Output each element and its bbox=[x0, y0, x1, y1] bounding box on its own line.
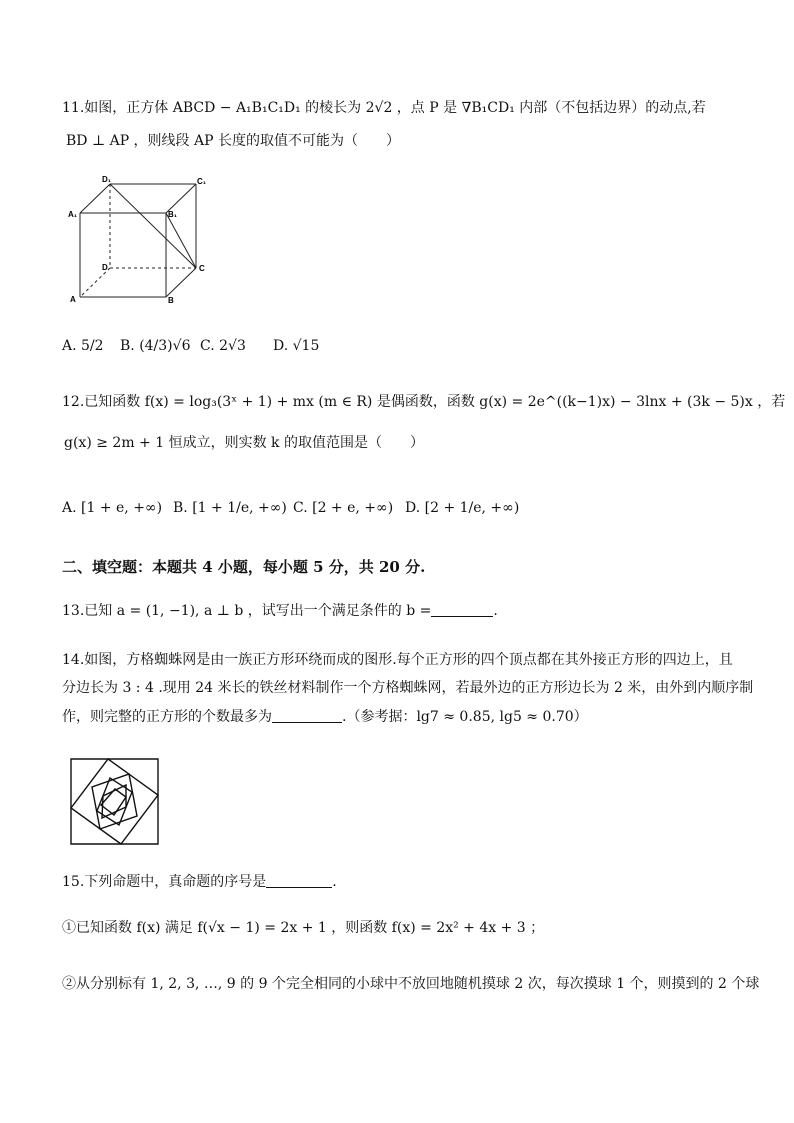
q14-line3 bbox=[62, 707, 588, 727]
q13-end: . bbox=[493, 603, 498, 619]
q15-end: . bbox=[332, 874, 337, 890]
q15-item2: ②从分别标有 1, 2, 3, …, 9 的 9 个完全相同的小球中不放回地随机摸球 2 次，每次摸球 1 个，则摸到的 2 个球 bbox=[62, 976, 760, 992]
q12-option-a: A. [1 + e, +∞) bbox=[62, 500, 163, 516]
label-a1: A₁ bbox=[68, 210, 78, 219]
q11-option-b: B. (4/3)√6 bbox=[120, 338, 191, 354]
q11-line2: BD ⊥ AP ，则线段 AP 长度的取值不可能为（ ） bbox=[66, 133, 400, 149]
q15-item1: ①已知函数 f(x) 满足 f(√x − 1) = 2x + 1 ，则函数 f(x) = 2x² + 4x + 3 ； bbox=[62, 920, 545, 936]
label-c1: C₁ bbox=[197, 177, 207, 186]
cube-figure bbox=[64, 170, 214, 310]
q13-text: 13.已知 a = (1, −1), a ⊥ b ，试写出一个满足条件的 b = bbox=[62, 603, 432, 619]
section2-title: 二、填空题：本题共 4 小题，每小题 5 分，共 20 分. bbox=[62, 558, 426, 576]
q15-text: 15.下列命题中，真命题的序号是 bbox=[62, 874, 267, 890]
q14-line3-end: .（参考据：lg7 ≈ 0.85, lg5 ≈ 0.70） bbox=[342, 709, 588, 725]
label-c: C bbox=[199, 264, 205, 273]
q11-option-d: D. √15 bbox=[273, 338, 320, 354]
q12-option-c: C. [2 + e, +∞) bbox=[293, 500, 394, 516]
label-b1: B₁ bbox=[168, 210, 178, 219]
q12-option-d: D. [2 + 1/e, +∞) bbox=[405, 500, 520, 516]
q13-line bbox=[62, 601, 498, 621]
q12-line1: 12.已知函数 f(x) = log₃(3ˣ + 1) + mx (m ∈ R) 是偶函数，函数 g(x) = 2e^((k−1)x) − 3lnx + (3k − 5)x ，若 bbox=[62, 394, 786, 410]
label-a: A bbox=[70, 295, 76, 304]
q13-answer-blank[interactable] bbox=[431, 602, 493, 617]
q14-answer-blank[interactable] bbox=[272, 708, 342, 723]
q11-line1: 11.如图，正方体 ABCD − A₁B₁C₁D₁ 的棱长为 2√2 ，点 P 是 ∇B₁CD₁ 内部（不包括边界）的动点,若 bbox=[62, 100, 706, 116]
label-d1: D₁ bbox=[102, 175, 112, 184]
spider-web-figure bbox=[70, 758, 160, 846]
q11-option-c: C. 2√3 bbox=[200, 338, 246, 354]
q11-option-a: A. 5/2 bbox=[62, 338, 104, 354]
q15-answer-blank[interactable] bbox=[266, 873, 332, 888]
q14-line2: 分边长为 3 : 4 .现用 24 米长的铁丝材料制作一个方格蜘蛛网，若最外边的正方形边长为 2 米，由外到内顺序制 bbox=[62, 680, 754, 696]
q14-line1: 14.如图，方格蜘蛛网是由一族正方形环绕而成的图形.每个正方形的四个顶点都在其外接正方形的四边上，且 bbox=[62, 652, 733, 668]
q12-line2: g(x) ≥ 2m + 1 恒成立，则实数 k 的取值范围是（ ） bbox=[64, 435, 424, 451]
q14-line3-text: 作，则完整的正方形的个数最多为 bbox=[62, 709, 272, 725]
q12-option-b: B. [1 + 1/e, +∞) bbox=[173, 500, 287, 516]
label-d: D bbox=[102, 263, 108, 272]
q15-line bbox=[62, 872, 337, 892]
label-b: B bbox=[168, 296, 174, 305]
